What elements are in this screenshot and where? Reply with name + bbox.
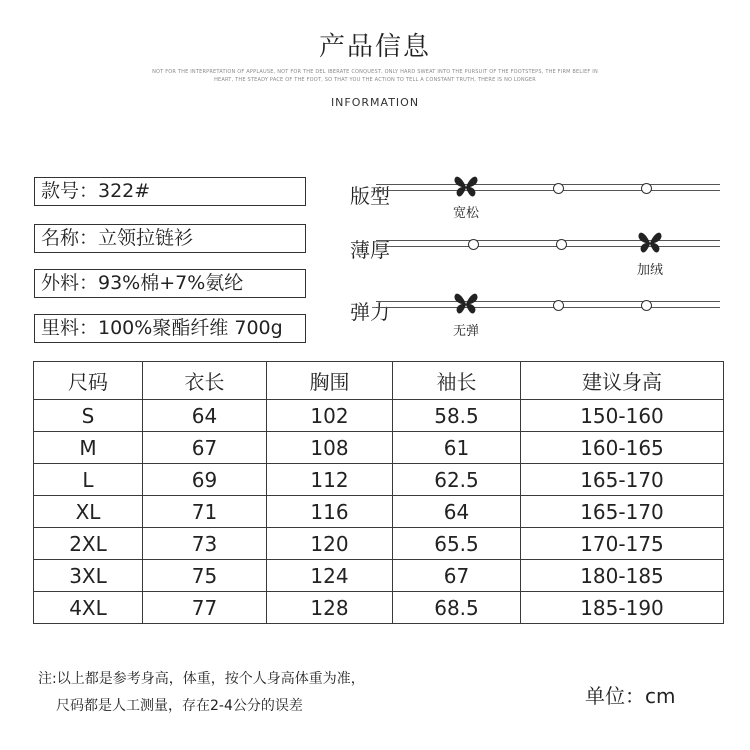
cell-sleeve: 68.5: [393, 592, 521, 624]
table-row: [34, 560, 724, 592]
rating-option-dot: [641, 183, 652, 194]
cell-sleeve: 64: [393, 496, 521, 528]
header-sleeve: 袖长: [393, 362, 521, 400]
information-label: INFORMATION: [330, 96, 420, 109]
cell-length: 71: [143, 496, 267, 528]
header-chest: 胸围: [267, 362, 393, 400]
rating-selected-caption: 加绒: [636, 263, 663, 278]
cell-sleeve: 58.5: [393, 400, 521, 432]
table-row: [34, 400, 724, 432]
subtitle-line-1: NOT FOR THE INTERPRETATION OF APPLAUSE, NOT FOR THE DEL IBERATE CONQUEST, ONLY HARD SWEAT INTO THE PURSUIT OF THE FOOTSTEPS, THE FIRM BELIEF IN: [152, 69, 598, 75]
rating-option-dot: [468, 239, 479, 250]
cell-size: S: [34, 400, 143, 432]
cell-size: 3XL: [34, 560, 143, 592]
cell-height: 170-175: [521, 528, 724, 560]
style-number-box: 款号：322#: [34, 177, 306, 206]
cell-size: 2XL: [34, 528, 143, 560]
rating-selected-caption: 无弹: [452, 324, 479, 339]
cell-size: 4XL: [34, 592, 143, 624]
butterfly-icon: [637, 231, 663, 255]
rating-track-elasticity: [376, 301, 720, 308]
cell-length: 73: [143, 528, 267, 560]
cell-sleeve: 67: [393, 560, 521, 592]
cell-sleeve: 61: [393, 432, 521, 464]
table-row: [34, 464, 724, 496]
cell-size: XL: [34, 496, 143, 528]
cell-length: 64: [143, 400, 267, 432]
table-row: [34, 592, 724, 624]
rating-label-thickness: 薄厚: [350, 238, 390, 262]
cell-length: 75: [143, 560, 267, 592]
header-size: 尺码: [34, 362, 143, 400]
subtitle-line-2: HEART, THE STEADY PACE OF THE FOOT, SO THAT YOU THE ACTION TO TELL A CONSTANT TRUTH, THERE IS NO LONGER: [214, 77, 536, 83]
cell-chest: 128: [267, 592, 393, 624]
cell-chest: 112: [267, 464, 393, 496]
outer-fabric-box: 外料：93%棉+7%氨纶: [34, 269, 306, 298]
cell-length: 77: [143, 592, 267, 624]
unit-label: 单位：cm: [585, 684, 676, 708]
cell-chest: 116: [267, 496, 393, 528]
cell-size: L: [34, 464, 143, 496]
table-row: [34, 432, 724, 464]
rating-option-dot: [553, 300, 564, 311]
cell-height: 150-160: [521, 400, 724, 432]
note-line-1: 注:以上都是参考身高，体重，按个人身高体重为准，: [38, 671, 365, 687]
cell-chest: 102: [267, 400, 393, 432]
butterfly-icon: [453, 292, 479, 316]
cell-height: 165-170: [521, 464, 724, 496]
rating-label-fit: 版型: [350, 184, 390, 208]
table-row: [34, 496, 724, 528]
rating-option-dot: [556, 239, 567, 250]
cell-sleeve: 65.5: [393, 528, 521, 560]
rating-label-elasticity: 弹力: [350, 300, 390, 324]
cell-height: 180-185: [521, 560, 724, 592]
page-title: 产品信息: [318, 32, 431, 62]
cell-height: 185-190: [521, 592, 724, 624]
size-table: [33, 361, 724, 624]
cell-chest: 108: [267, 432, 393, 464]
header-height: 建议身高: [521, 362, 724, 400]
rating-track-thickness: [376, 240, 720, 247]
note-line-2: 尺码都是人工测量，存在2-4公分的误差: [56, 698, 303, 714]
cell-length: 69: [143, 464, 267, 496]
rating-track-fit: [376, 184, 720, 191]
table-header-row: [34, 362, 724, 400]
rating-option-dot: [641, 300, 652, 311]
butterfly-icon: [453, 175, 479, 199]
header-length: 衣长: [143, 362, 267, 400]
product-name-box: 名称：立领拉链衫: [34, 224, 306, 253]
cell-chest: 120: [267, 528, 393, 560]
rating-selected-caption: 宽松: [452, 206, 479, 221]
cell-length: 67: [143, 432, 267, 464]
lining-fabric-box: 里料：100%聚酯纤维 700g: [34, 314, 306, 343]
cell-size: M: [34, 432, 143, 464]
cell-sleeve: 62.5: [393, 464, 521, 496]
cell-height: 160-165: [521, 432, 724, 464]
cell-chest: 124: [267, 560, 393, 592]
rating-option-dot: [553, 183, 564, 194]
cell-height: 165-170: [521, 496, 724, 528]
table-row: [34, 528, 724, 560]
